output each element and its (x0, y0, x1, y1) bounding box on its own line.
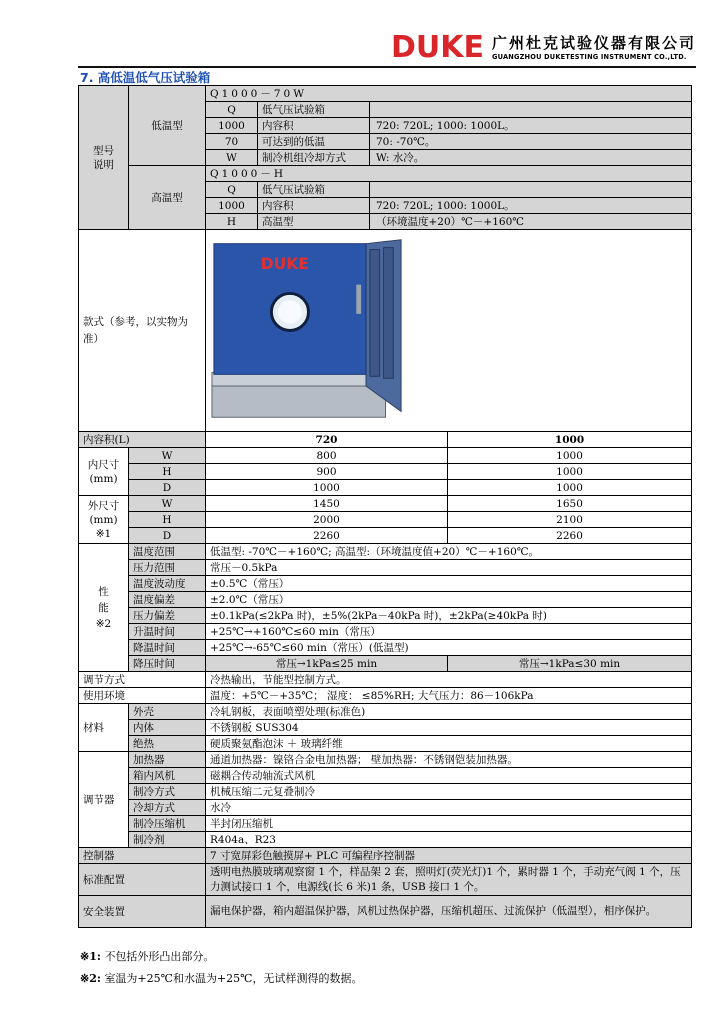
performance-label: 性 能 ※2 (79, 544, 129, 672)
regulator-value: 半封闭压缩机 (206, 816, 692, 832)
inner-size-value-1000: 1000 (448, 448, 692, 464)
low-code-meaning: 制冷机组冷却方式 (258, 150, 370, 166)
performance-value: 常压－0.5kPa (206, 560, 692, 576)
high-code-part: 1000 (206, 198, 258, 214)
window-glass (278, 300, 301, 323)
outer-size-value-1000: 2260 (448, 528, 692, 544)
inner-size-label: 内尺寸 (mm) (79, 448, 129, 496)
outer-size-axis: H (129, 512, 206, 528)
depressurize-1000: 常压→1kPa≤30 min (448, 656, 692, 672)
capacity-1000: 1000 (448, 432, 692, 448)
regulator-value: 磁耦合传动轴流式风机 (206, 768, 692, 784)
standard-config-label: 标准配置 (79, 864, 206, 896)
company-logo: DUKE (390, 30, 484, 65)
regulator-part: 箱内风机 (129, 768, 206, 784)
high-code-meaning: 高温型 (258, 214, 370, 230)
note-2-mark: ※2: (80, 972, 101, 985)
low-code-part: W (206, 150, 258, 166)
performance-value: 低温型: -70℃－+160℃; 高温型:（环境温度值+20）℃－+160℃。 (206, 544, 692, 560)
high-code-detail (370, 182, 692, 198)
inner-size-value-720: 1000 (206, 480, 448, 496)
inner-size-value-1000: 1000 (448, 480, 692, 496)
capacity-label: 内容积(L) (79, 432, 206, 448)
model-label: 型号 说明 (79, 86, 129, 230)
high-code-part: H (206, 214, 258, 230)
outer-size-value-720: 2000 (206, 512, 448, 528)
performance-value: +25℃→+160℃≤60 min（常压） (206, 624, 692, 640)
low-code-meaning: 内容积 (258, 118, 370, 134)
material-value: 硬质聚氨酯泡沫 ＋ 玻璃纤维 (206, 736, 692, 752)
note-2-text: 室温为+25℃和水温为+25℃，无试样测得的数据。 (104, 972, 363, 985)
section-title: 7. 高低温低气压试验箱 (80, 70, 211, 85)
outer-size-value-720: 1450 (206, 496, 448, 512)
safety-value: 漏电保护器，箱内超温保护器，风机过热保护器，压缩机超压、过流保护（低温型），相序保护。 (206, 896, 692, 928)
high-code-part: Q (206, 182, 258, 198)
high-code-meaning: 内容积 (258, 198, 370, 214)
performance-item: 压力范围 (129, 560, 206, 576)
performance-item: 升温时间 (129, 624, 206, 640)
outer-size-axis: W (129, 496, 206, 512)
spec-table (78, 85, 692, 928)
low-code-meaning: 低气压试验箱 (258, 102, 370, 118)
company-name-cn: 广州杜克试验仪器有限公司 (491, 34, 696, 52)
controller-label: 控制器 (79, 848, 206, 864)
capacity-720: 720 (206, 432, 448, 448)
product-image-cell (206, 230, 692, 432)
outer-size-value-1000: 1650 (448, 496, 692, 512)
low-code-detail: W: 水冷。 (370, 150, 692, 166)
inner-size-axis: D (129, 480, 206, 496)
control-mode-value: 冷热输出，节能型控制方式。 (206, 672, 692, 688)
performance-item: 温度偏差 (129, 592, 206, 608)
note-2 (80, 970, 362, 986)
low-code-part: Q (206, 102, 258, 118)
performance-value: +25℃→-65℃≤60 min（常压）(低温型) (206, 640, 692, 656)
performance-item: 温度范围 (129, 544, 206, 560)
company-header (391, 30, 696, 66)
note-1-text: 不包括外形凸出部分。 (104, 950, 215, 963)
low-code-detail: 70: -70℃。 (370, 134, 692, 150)
inner-size-axis: H (129, 464, 206, 480)
low-code-part: 1000 (206, 118, 258, 134)
material-part: 外壳 (129, 704, 206, 720)
depressurize-label: 降压时间 (129, 656, 206, 672)
material-value: 不锈钢板 SUS304 (206, 720, 692, 736)
chamber-illustration (210, 232, 405, 427)
style-label: 款式（参考，以实物为准） (79, 230, 206, 432)
door-handle (356, 285, 361, 314)
regulator-part: 冷却方式 (129, 800, 206, 816)
environment-label: 使用环境 (79, 688, 206, 704)
low-code-detail (370, 102, 692, 118)
inner-size-axis: W (129, 448, 206, 464)
regulator-part: 制冷方式 (129, 784, 206, 800)
control-mode-label: 调节方式 (79, 672, 206, 688)
regulator-value: 机械压缩二元复叠制冷 (206, 784, 692, 800)
regulator-part: 制冷压缩机 (129, 816, 206, 832)
product-logo: DUKE (260, 255, 310, 274)
inner-size-value-720: 900 (206, 464, 448, 480)
performance-value: ±2.0℃（常压） (206, 592, 692, 608)
low-code-part: 70 (206, 134, 258, 150)
regulator-value: R404a、R23 (206, 832, 692, 848)
regulator-value: 水冷 (206, 800, 692, 816)
high-code-meaning: 低气压试验箱 (258, 182, 370, 198)
material-part: 内体 (129, 720, 206, 736)
regulator-part: 制冷剂 (129, 832, 206, 848)
inner-size-value-1000: 1000 (448, 464, 692, 480)
material-label: 材料 (79, 704, 129, 752)
performance-value: ±0.1kPa(≤2kPa 时)，±5%(2kPa－40kPa 时)，±2kPa(≥40kPa 时) (206, 608, 692, 624)
performance-value: ±0.5℃（常压） (206, 576, 692, 592)
material-value: 冷轧钢板，表面喷塑处理(标准色) (206, 704, 692, 720)
low-temp-type-label: 低温型 (129, 86, 206, 166)
depressurize-720: 常压→1kPa≤25 min (206, 656, 448, 672)
high-temp-type-label: 高温型 (129, 166, 206, 230)
side-panel-2 (384, 248, 394, 379)
regulator-part: 加热器 (129, 752, 206, 768)
low-code-detail: 720: 720L; 1000: 1000L。 (370, 118, 692, 134)
standard-config-value: 透明电热膜玻璃观察窗 1 个，样品架 2 套，照明灯(荧光灯)1 个，累时器 1 个，手动充气阀 1 个，压力测试接口 1 个，电源线(长 6 米)1 条，USB 接口 1 个。 (206, 864, 692, 896)
performance-item: 压力偏差 (129, 608, 206, 624)
performance-item: 温度波动度 (129, 576, 206, 592)
high-code-detail: （环境温度+20）℃－+160℃ (370, 214, 692, 230)
material-part: 绝热 (129, 736, 206, 752)
inner-size-value-720: 800 (206, 448, 448, 464)
side-panel-1 (370, 250, 380, 377)
note-1-mark: ※1: (80, 950, 101, 963)
outer-size-label: 外尺寸 (mm) ※1 (79, 496, 129, 544)
low-model-code: Q1000－70W (206, 86, 692, 102)
high-code-detail: 720: 720L; 1000: 1000L。 (370, 198, 692, 214)
high-model-code: Q1000－H (206, 166, 692, 182)
outer-size-value-1000: 2100 (448, 512, 692, 528)
environment-value: 温度：+5℃－+35℃； 湿度： ≤85%RH; 大气压力：86－106kPa (206, 688, 692, 704)
regulator-label: 调节器 (79, 752, 129, 848)
safety-label: 安全装置 (79, 896, 206, 928)
regulator-value: 通道加热器：镍铬合金电加热器； 壁加热器：不锈钢铠装加热器。 (206, 752, 692, 768)
outer-size-value-720: 2260 (206, 528, 448, 544)
company-name-block (492, 34, 696, 62)
controller-value: 7 寸宽屏彩色触摸屏+ PLC 可编程序控制器 (206, 848, 692, 864)
performance-item: 降温时间 (129, 640, 206, 656)
company-name-en: GUANGZHOU DUKETESTING INSTRUMENT CO.,LTD. (491, 53, 687, 61)
outer-size-axis: D (129, 528, 206, 544)
note-1 (80, 948, 214, 964)
chamber-base (212, 384, 386, 417)
low-code-meaning: 可达到的低温 (258, 134, 370, 150)
